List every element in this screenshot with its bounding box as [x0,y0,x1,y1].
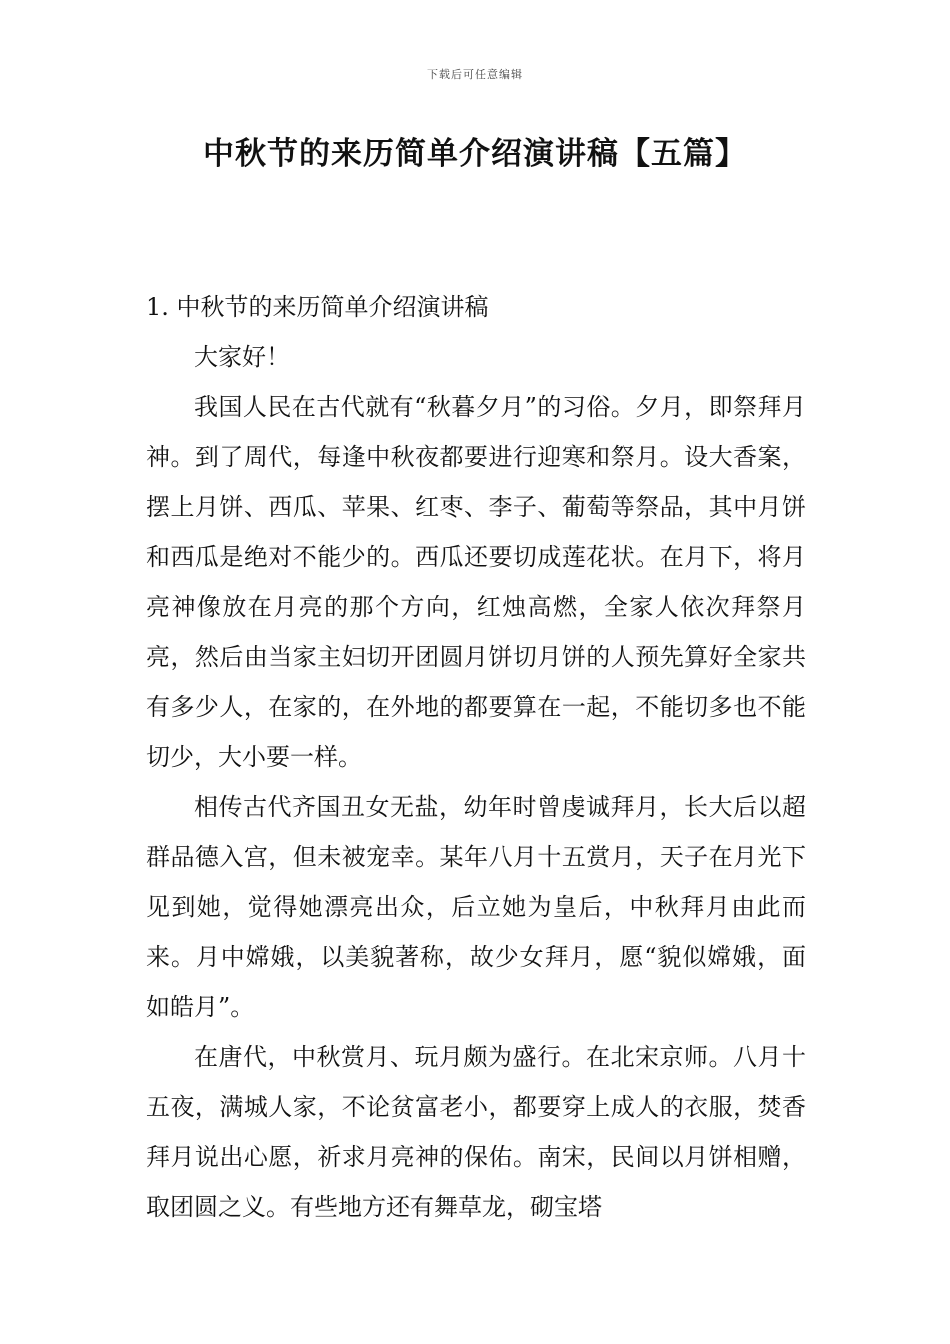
section-heading: 1. 中秋节的来历简单介绍演讲稿 [146,293,489,321]
paragraph: 我国人民在古代就有“秋暮夕月”的习俗。夕月，即祭拜月神。到了周代，每逢中秋夜都要进行迎寒和祭月。设大香案，摆上月饼、西瓜、苹果、红枣、李子、葡萄等祭品，其中月饼和西瓜是绝对不能少的。西瓜还要切成莲花状。在月下，将月亮神像放在月亮的那个方向，红烛高燃，全家人依次拜祭月亮，然后由当家主妇切开团圆月饼切月饼的人预先算好全家共有多少人，在家的，在外地的都要算在一起，不能切多也不能切少，大小要一样。 [146,393,806,771]
document-title: 中秋节的来历简单介绍演讲稿【五篇】 [203,136,747,172]
document-body [146,282,806,1232]
paragraph: 相传古代齐国丑女无盐，幼年时曾虔诚拜月，长大后以超群品德入宫，但未被宠幸。某年八月十五赏月，天子在月光下见到她，觉得她漂亮出众，后立她为皇后，中秋拜月由此而来。月中嫦娥，以美貌著称，故少女拜月，愿“貌似嫦娥，面如皓月”。 [146,793,806,1021]
paragraph: 在唐代，中秋赏月、玩月颇为盛行。在北宋京师。八月十五夜，满城人家，不论贫富老小，都要穿上成人的衣服，焚香拜月说出心愿，祈求月亮神的保佑。南宋，民间以月饼相赠，取团圆之义。有些地方还有舞草龙，砌宝塔 [146,1043,806,1221]
header-note: 下载后可任意编辑 [427,68,523,81]
paragraph-greeting: 大家好！ [194,343,290,371]
